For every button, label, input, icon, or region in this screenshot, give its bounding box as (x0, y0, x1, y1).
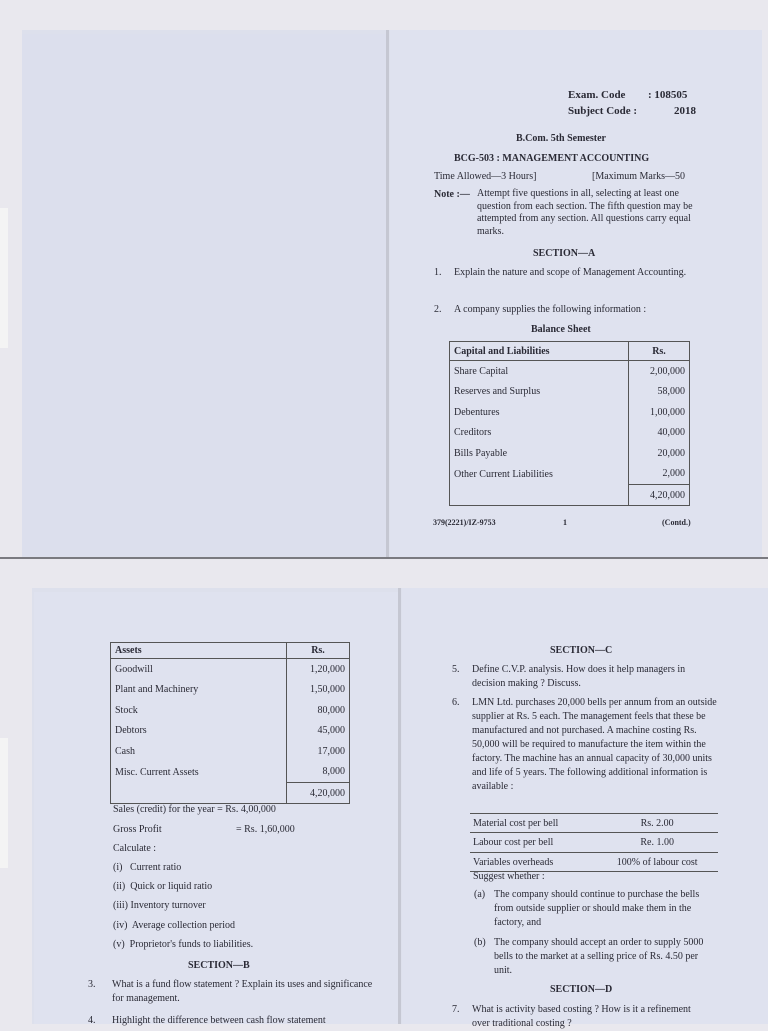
section-d-heading: SECTION—D (550, 984, 613, 995)
exam-code-label: Exam. Code (568, 89, 626, 101)
top-gutter (386, 30, 389, 558)
subject-code-label: Subject Code : (568, 105, 638, 117)
liability-name: Creditors (454, 427, 492, 439)
asset-amount: 1,50,000 (287, 680, 350, 701)
scan-divider (0, 557, 768, 559)
list-item: (ii) Quick or liquid ratio (113, 881, 213, 892)
exam-code: : 108505 (648, 89, 688, 101)
option-a-text: The company should continue to purchase the bells from outside supplier or should make them in the factory, and (494, 889, 700, 928)
question-7 (452, 1003, 698, 1017)
footer-code: 379(2221)/IZ-9753 (433, 518, 496, 527)
asset-amount: 1,20,000 (287, 659, 350, 680)
cost-value: Re. 1.00 (640, 837, 674, 848)
asset-amount: 80,000 (287, 700, 350, 721)
question-1-number: 1. (434, 267, 442, 278)
liability-amount: 1,00,000 (629, 402, 690, 423)
paper-title: BCG-503 : MANAGEMENT ACCOUNTING (454, 153, 650, 164)
question-5-number: 5. (452, 664, 460, 675)
footer-page: 1 (563, 518, 567, 527)
list-item: (v) Proprietor's funds to liabilities. (113, 939, 254, 950)
section-a-heading: SECTION—A (533, 248, 596, 259)
question-7-text: What is activity based costing ? How is it a refinement (472, 1004, 691, 1015)
table-row (111, 680, 350, 701)
cost-name: Labour cost per bell (473, 837, 554, 848)
question-4 (88, 1014, 350, 1028)
liability-name: Bills Payable (454, 447, 508, 459)
question-5 (452, 663, 698, 693)
asset-name: Misc. Current Assets (115, 766, 199, 778)
cost-value: Rs. 2.00 (596, 814, 718, 833)
asset-amount: 8,000 (287, 762, 350, 783)
question-1-text: Explain the nature and scope of Management Accounting. (454, 267, 687, 278)
liability-name: Other Current Liabilities (454, 468, 553, 480)
table-row (450, 464, 690, 485)
subject-code: 2018 (674, 105, 696, 117)
table-row (470, 814, 718, 833)
cost-table (470, 813, 718, 872)
gross-profit-label: Gross Profit (113, 824, 162, 835)
asset-amount: 45,000 (287, 721, 350, 742)
table-row (450, 402, 690, 423)
question-4-number: 4. (88, 1015, 96, 1026)
asset-name: Cash (115, 745, 135, 757)
liability-amount: 2,000 (629, 464, 690, 485)
table-row (470, 833, 718, 853)
question-6-number: 6. (452, 697, 460, 708)
liability-name: Reserves and Surplus (454, 386, 541, 398)
balance-sheet-title: Balance Sheet (531, 324, 591, 335)
section-c-heading: SECTION—C (550, 645, 613, 656)
liability-amount: 20,000 (629, 443, 690, 464)
rs-header: Rs. (287, 643, 350, 659)
question-7-continued: over traditional costing ? (472, 1018, 572, 1029)
table-header-row (450, 342, 690, 361)
question-7-number: 7. (452, 1004, 460, 1015)
liabilities-header: Capital and Liabilities (450, 342, 629, 361)
list-item: (i) Current ratio (113, 862, 182, 873)
sales-line: Sales (credit) for the year = Rs. 4,00,000 (113, 804, 276, 815)
option-b (474, 936, 718, 980)
option-a (474, 888, 718, 932)
liabilities-total: 4,20,000 (629, 485, 690, 506)
table-row (450, 382, 690, 403)
question-3-number: 3. (88, 979, 96, 990)
question-2 (434, 303, 680, 317)
section-b-heading: SECTION—B (188, 960, 250, 971)
liability-name: Debentures (454, 406, 500, 418)
table-row (111, 741, 350, 762)
assets-table (110, 642, 350, 804)
list-item: (iv) Average collection period (113, 920, 235, 931)
course-title: B.Com. 5th Semester (516, 133, 606, 144)
option-b-text: The company should accept an order to supply 5000 bells to the market at a selling price of Rs. 4.50 per unit. (494, 937, 704, 976)
note-text: Attempt five questions in all, selecting at least one question from each section. The fifth question may be attempted from any section. All questions carry equal marks. (477, 188, 693, 237)
table-row (450, 423, 690, 444)
table-row (111, 721, 350, 742)
option-b-label: (b) (474, 937, 486, 948)
question-3 (88, 978, 373, 1008)
table-row (111, 659, 350, 680)
time-allowed: Time Allowed—3 Hours] (434, 171, 537, 182)
liability-name: Share Capital (454, 365, 509, 377)
calculate-label: Calculate : (113, 843, 157, 854)
top-left-page (22, 34, 386, 556)
asset-name: Debtors (115, 725, 147, 737)
question-2-text: A company supplies the following information : (454, 304, 647, 315)
cost-name: Variables overheads (470, 853, 596, 872)
asset-amount: 17,000 (287, 741, 350, 762)
question-6-text: LMN Ltd. purchases 20,000 bells per annum from an outside supplier at Rs. 5 each. The management feels that these be manufactured and not purchased. A machine costing Rs. 50,000 will be required to manufacture the item within the factory. The machine has an annual capacity of 30,000 units and life of 5 years. The following additional information is available : (472, 697, 717, 792)
question-2-number: 2. (434, 304, 442, 315)
option-a-label: (a) (474, 889, 486, 900)
table-row (111, 762, 350, 783)
total-row (111, 783, 350, 804)
liability-amount: 58,000 (629, 382, 690, 403)
cost-name: Material cost per bell (470, 814, 596, 833)
question-3-text: What is a fund flow statement ? Explain its uses and significance for management. (112, 979, 373, 1004)
asset-name: Stock (115, 704, 138, 716)
cost-value: 100% of labour cost (596, 853, 718, 872)
question-4-text: Highlight the difference between cash flow statement (112, 1015, 326, 1026)
bottom-gutter (398, 588, 401, 1024)
rs-header: Rs. (629, 342, 690, 361)
asset-name: Goodwill (115, 663, 153, 675)
asset-name: Plant and Machinery (115, 684, 199, 696)
liability-amount: 2,00,000 (629, 361, 690, 382)
gross-profit-value: = Rs. 1,60,000 (236, 824, 295, 835)
maximum-marks: [Maximum Marks—50 (592, 171, 686, 182)
question-6 (452, 696, 717, 810)
liabilities-table (449, 341, 690, 506)
edge-tab-top (0, 208, 8, 348)
list-item: (iii) Inventory turnover (113, 900, 206, 911)
table-row (450, 443, 690, 464)
footer-contd: (Contd.) (662, 518, 691, 527)
note-label: Note :— (434, 189, 470, 200)
total-row (450, 485, 690, 506)
table-header-row (111, 643, 350, 659)
assets-header: Assets (111, 643, 287, 659)
liability-amount: 40,000 (629, 423, 690, 444)
assets-total: 4,20,000 (287, 783, 350, 804)
question-5-text: Define C.V.P. analysis. How does it help managers in decision making ? Discuss. (472, 664, 686, 689)
question-1 (434, 266, 687, 296)
table-row (470, 853, 718, 872)
table-row (450, 361, 690, 382)
table-row (111, 700, 350, 721)
suggest-label: Suggest whether : (473, 871, 545, 882)
edge-tab-bottom (0, 738, 8, 868)
